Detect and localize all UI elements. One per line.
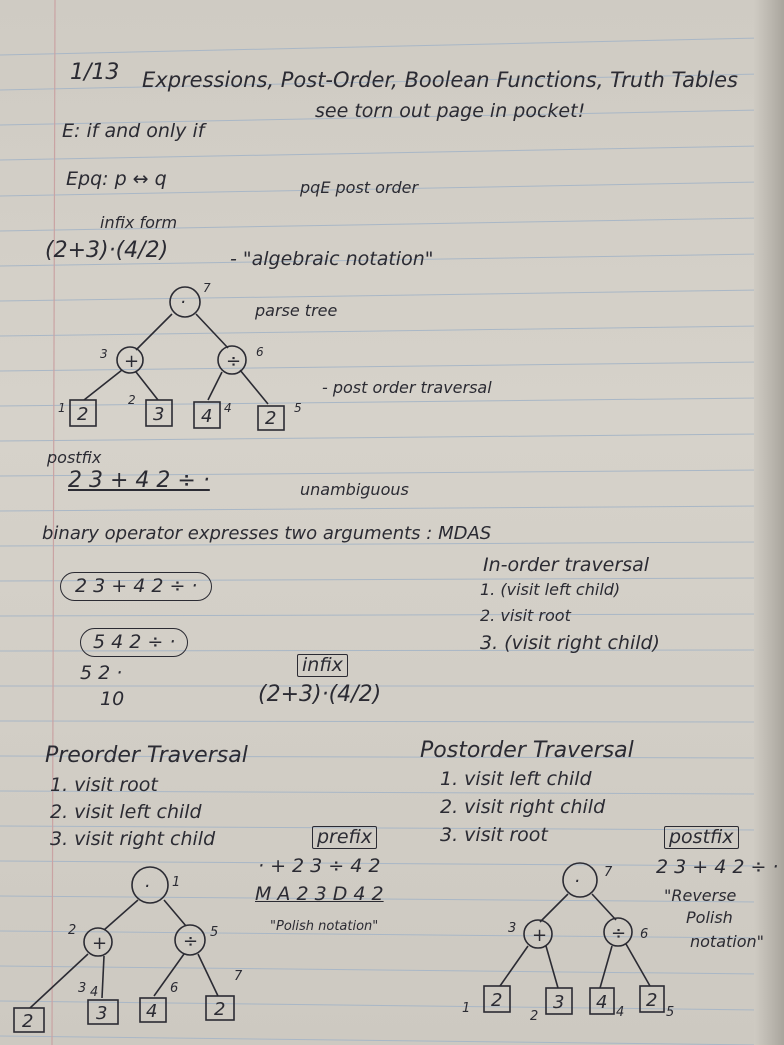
tree2-order-leaf3: 6 xyxy=(170,981,179,996)
tree2-node-plus: + xyxy=(92,933,108,954)
infix-tag: infix xyxy=(297,654,348,677)
tree1-node-divide: ÷ xyxy=(226,351,242,372)
postfix-expression: 2 3 + 4 2 ÷ · xyxy=(68,468,210,493)
tree1-leaf-4: 2 xyxy=(265,408,277,429)
tree2-leaf-1: 2 xyxy=(22,1011,34,1032)
postorder-title: Postorder Traversal xyxy=(420,738,634,763)
infix-expression-2: (2+3)·(4/2) xyxy=(258,682,382,707)
prefix-expression: · + 2 3 ÷ 4 2 xyxy=(258,855,381,877)
binary-operator-note: binary operator expresses two arguments : MDAS xyxy=(42,523,492,544)
post-order-traversal-note: - post order traversal xyxy=(322,378,492,397)
tree2-leaf-2: 3 xyxy=(96,1003,108,1024)
unambiguous-note: unambiguous xyxy=(300,480,409,499)
tree3-order-leaf3: 4 xyxy=(616,1005,625,1020)
postorder-step-1: 1. visit left child xyxy=(440,768,592,790)
postorder-step-2: 2. visit right child xyxy=(440,796,606,818)
tree1-order-plus: 3 xyxy=(100,347,108,361)
inorder-title: In-order traversal xyxy=(483,554,650,576)
tree3-node-root: · xyxy=(574,871,580,892)
eval-step-1: 2 3 + 4 2 ÷ · xyxy=(60,572,212,601)
page-edge xyxy=(754,0,784,1045)
preorder-title: Preorder Traversal xyxy=(45,743,248,768)
date: 1/13 xyxy=(70,60,120,85)
epq-definition: Epq: p ↔ q xyxy=(66,168,167,190)
tree3-leaf-1: 2 xyxy=(491,990,503,1011)
infix-label: infix form xyxy=(100,213,178,232)
iff-definition: E: if and only if xyxy=(62,120,205,142)
preorder-step-2: 2. visit left child xyxy=(50,801,202,823)
tree2-leaf-3: 4 xyxy=(146,1001,158,1022)
tree3-order-plus: 3 xyxy=(508,921,517,936)
tree1-order-leaf1: 1 xyxy=(58,401,66,415)
tree3-leaf-3: 4 xyxy=(596,992,608,1013)
tree1-leaf-2: 3 xyxy=(153,404,165,425)
prefix-mdas: M A 2 3 D 4 2 xyxy=(255,883,384,905)
tree1-node-plus: + xyxy=(124,351,140,372)
tree1-order-leaf3: 4 xyxy=(224,401,232,415)
tree2-leaf-4: 2 xyxy=(214,999,226,1020)
tree1-order-divide: 6 xyxy=(256,345,264,359)
tree1-order-leaf4: 5 xyxy=(294,401,302,415)
torn-page-note: see torn out page in pocket! xyxy=(315,100,586,122)
tree2-order-leaf1: 3 xyxy=(78,981,87,996)
prefix-tag: prefix xyxy=(312,826,377,849)
inorder-step-2: 2. visit root xyxy=(480,606,571,625)
tree1-leaf-1: 2 xyxy=(77,404,89,425)
tree1-node-root: · xyxy=(180,292,186,313)
tree2-node-root: · xyxy=(144,876,150,897)
inorder-step-3: 3. (visit right child) xyxy=(480,632,660,654)
postfix-label: postfix xyxy=(47,448,102,467)
tree3-leaf-2: 3 xyxy=(553,992,565,1013)
tree2-order-plus: 2 xyxy=(68,923,77,938)
tree3-order-leaf1: 1 xyxy=(462,1001,471,1016)
eval-step-3: 5 2 · xyxy=(80,662,123,684)
tree1-order-root: 7 xyxy=(203,281,211,295)
tree2-order-leaf2: 4 xyxy=(90,985,99,1000)
postorder-step-3: 3. visit root xyxy=(440,824,548,846)
inorder-step-1: 1. (visit left child) xyxy=(480,580,621,599)
tree2-order-leaf4: 7 xyxy=(234,969,243,984)
tree2-node-divide: ÷ xyxy=(183,931,199,952)
tree1-leaf-3: 4 xyxy=(201,406,213,427)
tree2-order-root: 1 xyxy=(172,875,181,890)
tree3-leaf-4: 2 xyxy=(646,990,658,1011)
algebraic-notation-note: - "algebraic notation" xyxy=(230,248,434,270)
postfix-expression-2: 2 3 + 4 2 ÷ · xyxy=(656,856,779,878)
tree3-order-root: 7 xyxy=(604,865,613,880)
tree3-order-leaf4: 5 xyxy=(666,1005,675,1020)
preorder-step-1: 1. visit root xyxy=(50,774,158,796)
tree1-order-leaf2: 2 xyxy=(128,393,136,407)
infix-expression: (2+3)·(4/2) xyxy=(45,238,169,263)
tree3-node-divide: ÷ xyxy=(611,923,627,944)
page-heading: Expressions, Post-Order, Boolean Functions, Truth Tables xyxy=(142,68,738,92)
eval-step-2: 5 4 2 ÷ · xyxy=(80,628,188,657)
parse-tree-label: parse tree xyxy=(255,301,338,320)
tree3-order-leaf2: 2 xyxy=(530,1009,539,1024)
tree3-order-divide: 6 xyxy=(640,927,649,942)
reverse-polish-note-3: notation" xyxy=(690,932,765,951)
reverse-polish-note-2: Polish xyxy=(686,908,733,927)
polish-notation-note: "Polish notation" xyxy=(270,919,379,934)
preorder-step-3: 3. visit right child xyxy=(50,828,216,850)
tree2-order-divide: 5 xyxy=(210,925,219,940)
reverse-polish-note-1: "Reverse xyxy=(664,886,737,905)
postfix-tag: postfix xyxy=(664,826,739,849)
pqe-definition: pqE post order xyxy=(300,178,419,197)
tree3-node-plus: + xyxy=(532,925,548,946)
eval-result: 10 xyxy=(100,688,125,710)
